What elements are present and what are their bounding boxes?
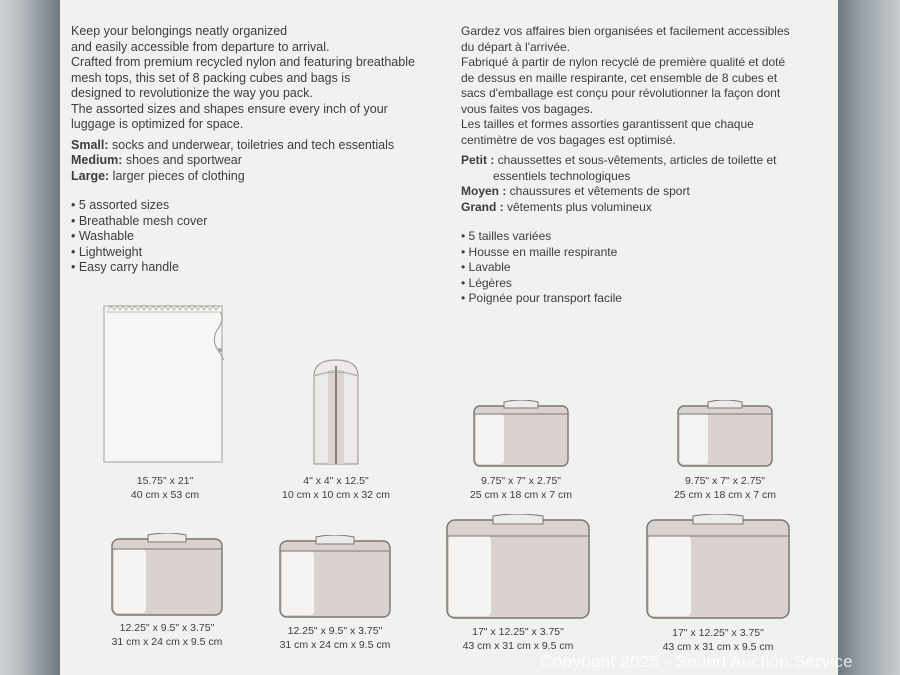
size-large: Large: larger pieces of clothing [71,168,245,183]
feature-item: • Easy carry handle [71,260,179,274]
copyright-watermark: Copyright 2025 - Sound Auction Service [540,652,853,671]
large-cube-illustration [445,514,591,620]
feature-item: • Poignée pour transport facile [461,291,622,305]
intro-line: sacs d'emballage est conçu pour révolutionner la façon dont [461,86,781,100]
size-moyen: Moyen : chaussures et vêtements de sport [461,184,690,198]
box-frame-right [838,0,900,675]
feature-item: • 5 tailles variées [461,229,552,243]
intro-line: designed to revolutionize the way you pack. [71,86,313,100]
feature-item: • 5 assorted sizes [71,198,170,212]
size-petit: Petit : chaussettes et sous-vêtements, articles de toilette et [461,153,777,167]
box-frame-left [0,0,60,675]
dimension-label-small-cube: 9.75" x 7" x 2.75" 25 cm x 18 cm x 7 cm [469,475,573,501]
intro-line: mesh tops, this set of 8 packing cubes and bags is [71,70,351,85]
intro-line: Crafted from premium recycled nylon and featuring breathable [71,55,415,69]
intro-line: Gardez vos affaires bien organisées et facilement accessibles [461,24,790,38]
medium-cube-illustration [278,535,392,619]
intro-line: Les tailles et formes assorties garantissent que chaque [461,117,754,131]
size-grand: Grand : vêtements plus volumineux [461,199,652,214]
english-description [71,24,441,276]
feature-item: • Lavable [461,260,511,274]
dimension-label-small-cube: 9.75" x 7" x 2.75" 25 cm x 18 cm x 7 cm [673,475,777,501]
intro-line: Keep your belongings neatly organized [71,24,288,38]
dimension-label-medium-cube: 12.25" x 9.5" x 3.75" 31 cm x 24 cm x 9.5 cm [279,625,391,651]
medium-cube-illustration [110,533,224,617]
size-petit-continued: essentiels technologiques [493,168,631,183]
small-cube-illustration [472,400,570,468]
feature-item: • Lightweight [71,244,143,259]
intro-line: centimètre de vos bagages est optimisé. [461,132,676,147]
drawstring-bag-illustration [102,302,232,464]
packaging-panel [60,0,838,675]
feature-item: • Légères [461,275,512,290]
intro-line: de dessus en maille respirante, cet ensemble de 8 cubes et [461,70,778,85]
intro-line: du départ à l'arrivée. [461,39,571,54]
large-cube-illustration [645,514,791,620]
intro-line: luggage is optimized for space. [71,117,244,131]
feature-item: • Washable [71,229,134,243]
dimension-label-medium-cube: 12.25" x 9.5" x 3.75" 31 cm x 24 cm x 9.5 cm [111,622,223,648]
intro-line: Fabriqué à partir de nylon recyclé de première qualité et doté [461,55,786,69]
size-medium: Medium: shoes and sportwear [71,153,242,167]
dimension-label-drawstring-bag: 15.75" x 21" 40 cm x 53 cm [130,475,200,501]
intro-line: The assorted sizes and shapes ensure every inch of your [71,101,388,116]
small-cube-illustration [676,400,774,468]
dimension-label-large-cube: 17" x 12.25" x 3.75" 43 cm x 31 cm x 9.5 cm [462,626,574,652]
french-description [461,24,831,307]
intro-line: vous faites vos bagages. [461,101,594,116]
dimension-label-tube-bag: 4" x 4" x 12.5" 10 cm x 10 cm x 32 cm [282,475,390,501]
intro-line: and easily accessible from departure to arrival. [71,39,330,54]
size-small: Small: socks and underwear, toiletries and tech essentials [71,137,395,152]
tube-bag-illustration [312,358,360,468]
feature-item: • Housse en maille respirante [461,244,618,259]
dimension-label-large-cube: 17" x 12.25" x 3.75" 43 cm x 31 cm x 9.5 cm [662,627,774,653]
feature-item: • Breathable mesh cover [71,213,208,228]
